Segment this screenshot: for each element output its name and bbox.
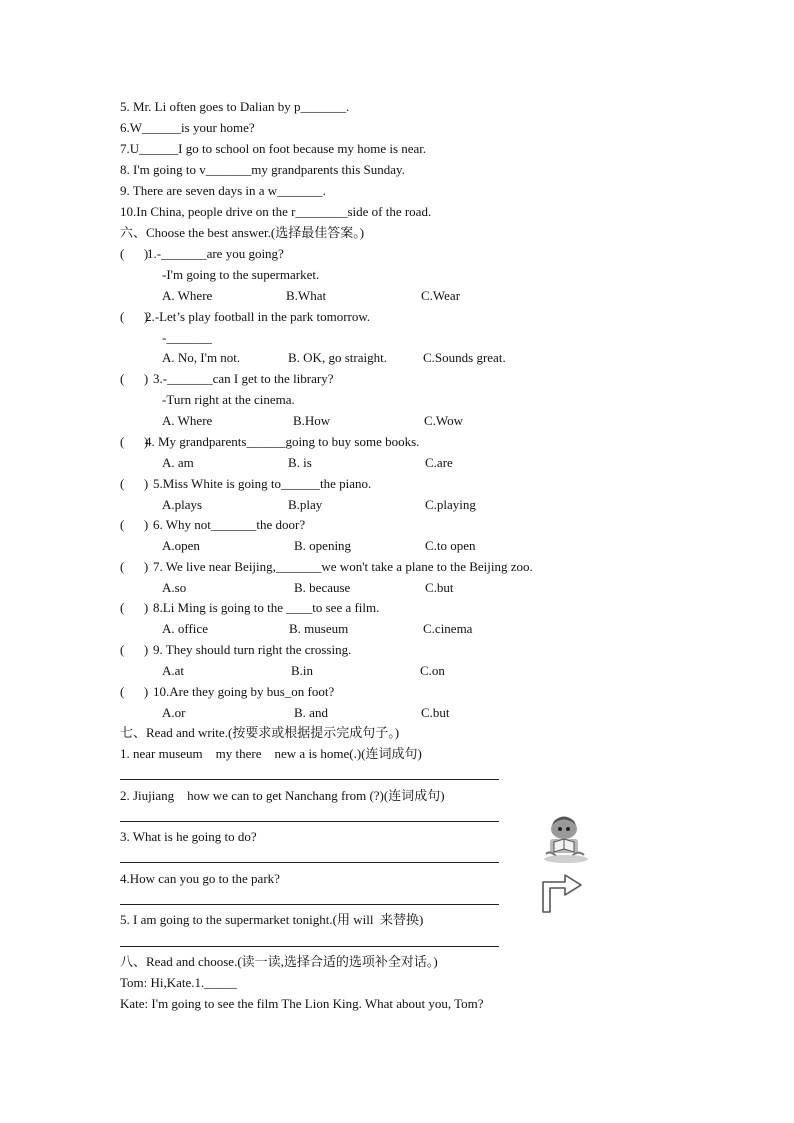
q9-option-c: C.on bbox=[420, 663, 445, 678]
q5-option-c: C.playing bbox=[425, 497, 476, 512]
question-3-reply: -Turn right at the cinema. bbox=[162, 392, 295, 407]
answer-line bbox=[120, 821, 499, 822]
q3-option-a: A. Where bbox=[162, 413, 213, 428]
answer-line bbox=[120, 779, 499, 780]
q1-option-c: C.Wear bbox=[421, 288, 461, 303]
q10-option-b: B. and bbox=[294, 705, 328, 720]
answer-line bbox=[120, 862, 499, 863]
section7-heading: 七、Read and write.(按要求或根据提示完成句子。) bbox=[120, 725, 400, 740]
answer-paren: ( ) bbox=[120, 559, 149, 574]
fill-item-7: 7.U______I go to school on foot because my home is near. bbox=[120, 141, 427, 156]
q1-option-a: A. Where bbox=[162, 288, 213, 303]
write-item-4: 4.How can you go to the park? bbox=[120, 871, 280, 886]
write-item-2: 2. Jiujiang how we can to get Nanchang from (?)(连词成句) bbox=[120, 788, 445, 803]
q2-option-c: C.Sounds great. bbox=[423, 350, 506, 365]
answer-paren: ( ) bbox=[120, 246, 149, 261]
question-1: 1.-_______are you going? bbox=[147, 246, 284, 261]
question-4: 4. My grandparents______going to buy some books. bbox=[145, 434, 420, 449]
section8-heading: 八、Read and choose.(读一读,选择合适的选项补全对话。) bbox=[120, 954, 438, 969]
q6-option-b: B. opening bbox=[294, 538, 352, 553]
turn-right-arrow-icon bbox=[537, 870, 585, 914]
question-1-reply: -I'm going to the supermarket. bbox=[162, 267, 320, 282]
question-10: 10.Are they going by bus_on foot? bbox=[153, 684, 335, 699]
q6-option-a: A.open bbox=[162, 538, 200, 553]
question-5: 5.Miss White is going to______the piano. bbox=[153, 476, 372, 491]
q9-option-b: B.in bbox=[291, 663, 314, 678]
answer-paren: ( ) bbox=[120, 684, 149, 699]
write-item-3: 3. What is he going to do? bbox=[120, 829, 257, 844]
dialogue-line-kate: Kate: I'm going to see the film The Lion King. What about you, Tom? bbox=[120, 996, 484, 1011]
q4-option-b: B. is bbox=[288, 455, 312, 470]
fill-item-5: 5. Mr. Li often goes to Dalian by p_______. bbox=[120, 99, 350, 114]
fill-item-10: 10.In China, people drive on the r________side of the road. bbox=[120, 204, 432, 219]
section6-heading: 六、Choose the best answer.(选择最佳答案。) bbox=[120, 225, 365, 240]
q4-option-c: C.are bbox=[425, 455, 453, 470]
answer-line bbox=[120, 904, 499, 905]
fill-item-8: 8. I'm going to v_______my grandparents this Sunday. bbox=[120, 162, 405, 177]
question-7: 7. We live near Beijing,_______we won't take a plane to the Beijing zoo. bbox=[153, 559, 533, 574]
write-item-5: 5. I am going to the supermarket tonight.(用 will 来替换) bbox=[120, 912, 424, 927]
answer-line bbox=[120, 946, 499, 947]
q3-option-b: B.How bbox=[293, 413, 331, 428]
boy-reading-illustration bbox=[540, 812, 600, 866]
q4-option-a: A. am bbox=[162, 455, 194, 470]
q7-option-b: B. because bbox=[294, 580, 351, 595]
answer-paren: ( ) bbox=[120, 371, 149, 386]
fill-item-9: 9. There are seven days in a w_______. bbox=[120, 183, 326, 198]
dialogue-line-tom: Tom: Hi,Kate.1._____ bbox=[120, 975, 237, 990]
q8-option-b: B. museum bbox=[289, 621, 349, 636]
answer-paren: ( ) bbox=[120, 476, 149, 491]
question-3: 3.-_______can I get to the library? bbox=[153, 371, 334, 386]
q6-option-c: C.to open bbox=[425, 538, 476, 553]
fill-item-6: 6.W______is your home? bbox=[120, 120, 255, 135]
question-9: 9. They should turn right the crossing. bbox=[153, 642, 352, 657]
answer-paren: ( ) bbox=[120, 642, 149, 657]
question-8: 8.Li Ming is going to the ____to see a film. bbox=[153, 600, 380, 615]
answer-paren: ( ) bbox=[120, 309, 149, 324]
q2-option-b: B. OK, go straight. bbox=[288, 350, 387, 365]
q9-option-a: A.at bbox=[162, 663, 185, 678]
write-item-1: 1. near museum my there new a is home(.)(连词成句) bbox=[120, 746, 422, 761]
q8-option-a: A. office bbox=[162, 621, 208, 636]
q8-option-c: C.cinema bbox=[423, 621, 473, 636]
q7-option-a: A.so bbox=[162, 580, 187, 595]
question-6: 6. Why not_______the door? bbox=[153, 517, 306, 532]
answer-paren: ( ) bbox=[120, 600, 149, 615]
q7-option-c: C.but bbox=[425, 580, 454, 595]
q3-option-c: C.Wow bbox=[424, 413, 464, 428]
answer-paren: ( ) bbox=[120, 434, 149, 449]
question-2: 2.-Let’s play football in the park tomorrow. bbox=[145, 309, 371, 324]
q10-option-a: A.or bbox=[162, 705, 186, 720]
question-2-reply: -_______ bbox=[162, 330, 212, 345]
q1-option-b: B.What bbox=[286, 288, 327, 303]
answer-paren: ( ) bbox=[120, 517, 149, 532]
q5-option-a: A.plays bbox=[162, 497, 203, 512]
q2-option-a: A. No, I'm not. bbox=[162, 350, 241, 365]
q5-option-b: B.play bbox=[288, 497, 323, 512]
q10-option-c: C.but bbox=[421, 705, 450, 720]
